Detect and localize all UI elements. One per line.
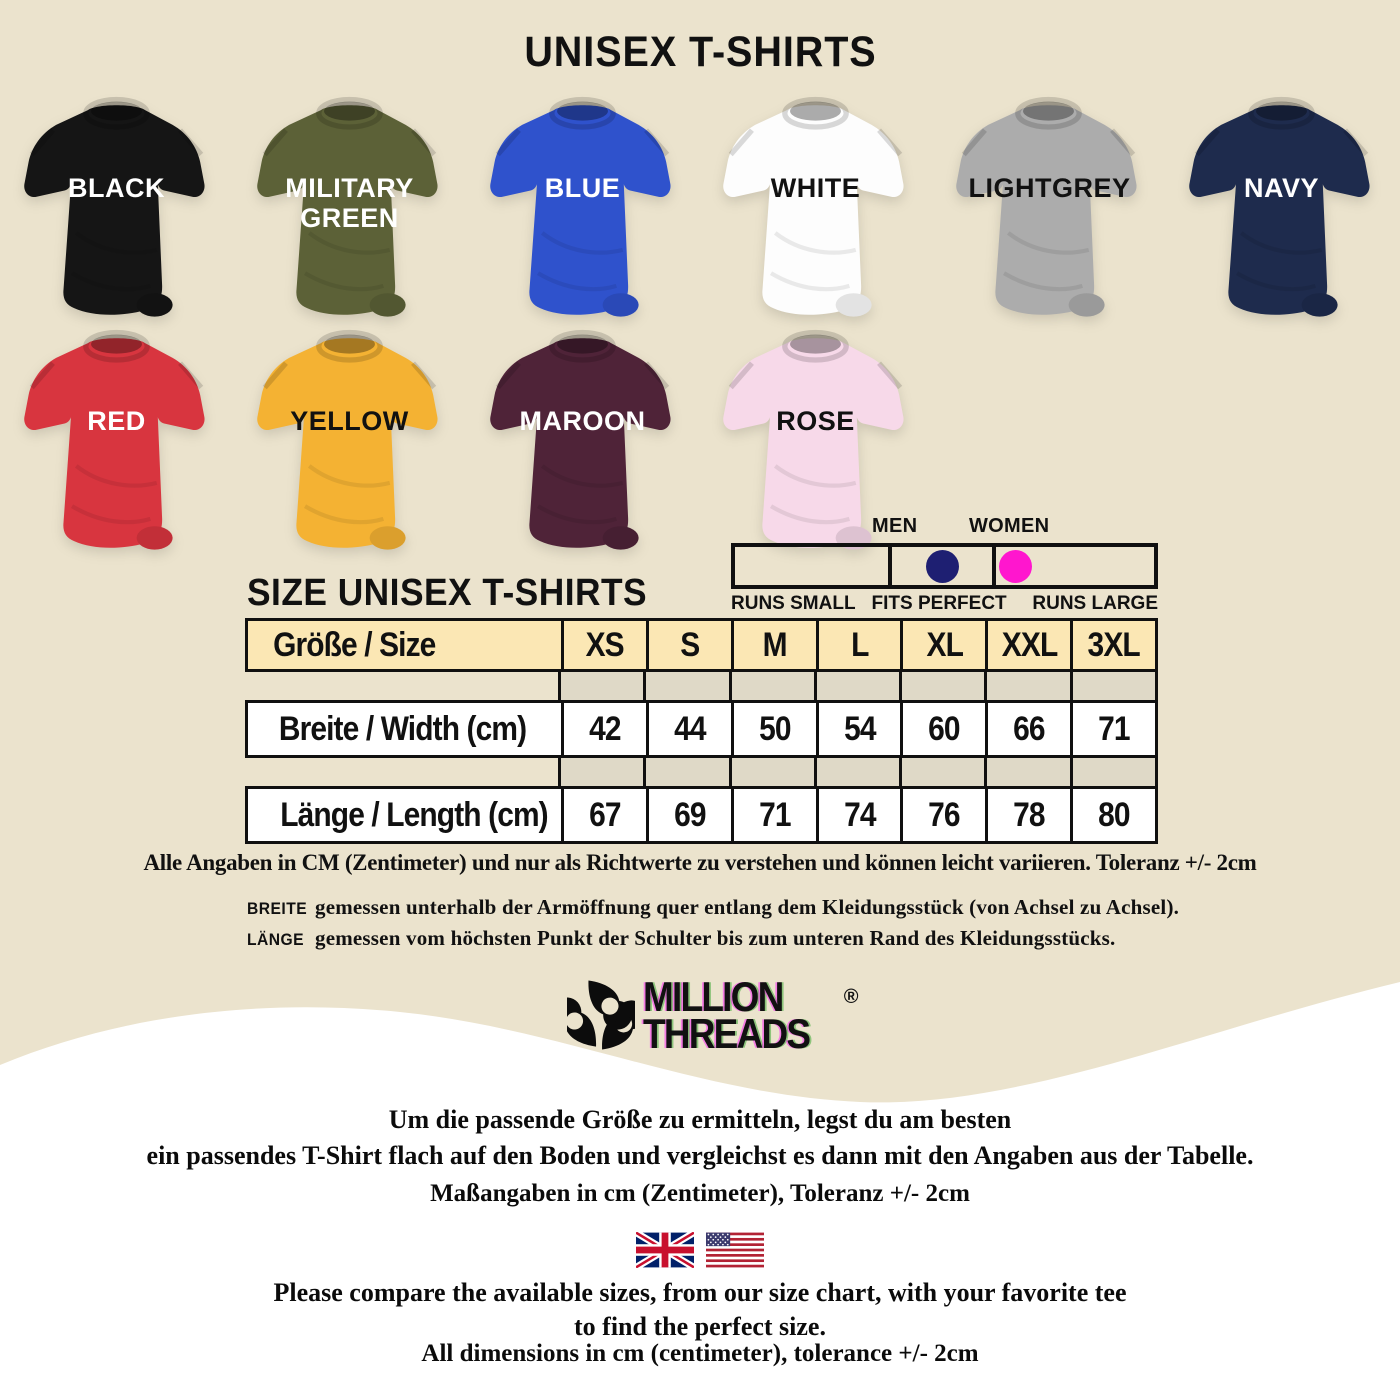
registered-trademark: ® xyxy=(843,986,859,1008)
tshirt-color-label: WHITE xyxy=(770,173,861,203)
width-value-cell: 50 xyxy=(731,703,816,755)
length-value-cell: 67 xyxy=(561,789,646,841)
tolerance-note: Alle Angaben in CM (Zentimeter) und nur als Richtwerte zu verstehen und können leicht variieren. Toleranz +/- 2cm xyxy=(143,850,1257,875)
tshirt-lightgrey xyxy=(932,95,1165,330)
laenge-text: gemessen vom höchsten Punkt der Schulter bis zum unteren Rand des Kleidungsstücks. xyxy=(315,926,1116,950)
tshirt-color-label: MAROON xyxy=(519,406,646,436)
tshirt-color-label: LIGHTGREY xyxy=(968,173,1131,203)
spacer-cell xyxy=(814,758,899,786)
size-header-cell: XS xyxy=(561,621,646,669)
fit-indicator xyxy=(731,515,1158,615)
width-value-cell: 42 xyxy=(561,703,646,755)
footer-en-tolerance: All dimensions in cm (centimeter), tolerance +/- 2cm xyxy=(421,1340,979,1367)
tshirt-color-label: BLUE xyxy=(544,173,621,203)
length-value-cell: 74 xyxy=(816,789,901,841)
size-header-cell: S xyxy=(646,621,731,669)
tshirt-blue xyxy=(466,95,699,330)
footer-en-instructions: Please compare the available sizes, from our size chart, with your favorite tee to find the perfect size. xyxy=(273,1278,1127,1341)
size-chart-heading: SIZE UNISEX T-SHIRTS xyxy=(247,572,648,614)
laenge-definition xyxy=(247,926,1247,951)
shirt-row-1 xyxy=(0,95,1398,330)
length-value-cell: 80 xyxy=(1070,789,1155,841)
width-row xyxy=(245,700,1158,758)
size-header-cell: XXL xyxy=(985,621,1070,669)
length-value-cell: 69 xyxy=(646,789,731,841)
tshirt-color-label: YELLOW xyxy=(290,406,409,436)
spacer-cell xyxy=(984,758,1069,786)
tshirt-navy xyxy=(1165,95,1398,330)
runs-large-label: RUNS LARGE xyxy=(1032,593,1158,614)
tshirt-color-label: NAVY xyxy=(1243,173,1319,203)
tshirt-yellow xyxy=(233,328,466,563)
footer-de-instructions: Um die passende Größe zu ermitteln, legst du am besten ein passendes T-Shirt flach auf den Boden und vergleichst es dann mit den Angaben aus der Tabelle. xyxy=(146,1105,1254,1170)
length-value-cell: 71 xyxy=(731,789,816,841)
width-value-cell: 44 xyxy=(646,703,731,755)
width-value-cell: 66 xyxy=(985,703,1070,755)
men-label: MEN xyxy=(872,515,918,537)
size-table-spacer-row-1 xyxy=(245,672,1158,700)
length-row xyxy=(245,786,1158,844)
fits-perfect-label: FITS PERFECT xyxy=(871,593,1007,614)
us-flag-icon xyxy=(706,1232,764,1273)
spacer-cell xyxy=(643,758,728,786)
size-table-header-row xyxy=(245,618,1158,672)
size-header-cell: XL xyxy=(900,621,985,669)
spacer-cell xyxy=(729,758,814,786)
women-label: WOMEN xyxy=(969,515,1050,537)
flags xyxy=(0,1232,1400,1273)
width-row-label-cell: Breite / Width (cm) xyxy=(278,709,527,748)
fit-cell-runs-small xyxy=(735,547,888,585)
tshirt-color-label: MILITARY GREEN xyxy=(285,173,414,233)
uk-flag-icon xyxy=(636,1232,694,1273)
size-table-spacer-row-2 xyxy=(245,758,1158,786)
spacer-cell xyxy=(558,672,643,700)
fit-cell-fits-perfect xyxy=(888,547,996,585)
tshirt-black xyxy=(0,95,233,330)
size-header-cell: M xyxy=(731,621,816,669)
tshirt-red xyxy=(0,328,233,563)
length-value-cell: 76 xyxy=(900,789,985,841)
spacer-cell xyxy=(814,672,899,700)
spacer-cell xyxy=(899,758,984,786)
spacer-cell xyxy=(1070,758,1158,786)
width-value-cell: 60 xyxy=(900,703,985,755)
brand-name: MILLION THREADS xyxy=(643,972,810,1057)
page-title: UNISEX T-SHIRTS xyxy=(523,28,877,76)
tshirt-maroon xyxy=(466,328,699,563)
breite-label: BREITE xyxy=(247,899,308,918)
size-table xyxy=(245,618,1158,844)
tshirt-military-green xyxy=(233,95,466,330)
runs-small-label: RUNS SMALL xyxy=(731,593,856,614)
spacer-cell xyxy=(558,758,643,786)
spacer-cell xyxy=(643,672,728,700)
size-header-cell: 3XL xyxy=(1070,621,1155,669)
tshirt-color-label: ROSE xyxy=(776,406,855,436)
length-value-cell: 78 xyxy=(985,789,1070,841)
spacer-cell xyxy=(729,672,814,700)
width-value-cell: 54 xyxy=(816,703,901,755)
spacer-cell xyxy=(1070,672,1158,700)
footer-de-tolerance: Maßangaben in cm (Zentimeter), Toleranz +/- 2cm xyxy=(430,1180,970,1207)
tshirt-color-label: BLACK xyxy=(68,173,165,203)
length-row-label-cell: Länge / Length (cm) xyxy=(280,795,548,834)
breite-definition xyxy=(247,895,1247,920)
spacer-cell xyxy=(899,672,984,700)
breite-text: gemessen unterhalb der Armöffnung quer entlang dem Kleidungsstück (von Achsel zu Achsel). xyxy=(315,895,1180,919)
laenge-label: LÄNGE xyxy=(247,930,305,949)
men-dot xyxy=(926,550,959,583)
tshirt-white xyxy=(699,95,932,330)
tshirt-color-label: RED xyxy=(87,406,146,436)
fit-scale-bar xyxy=(731,543,1158,589)
women-dot xyxy=(999,550,1032,583)
size-header-cell: L xyxy=(816,621,901,669)
spacer-cell xyxy=(984,672,1069,700)
size-header-label-cell: Größe / Size xyxy=(273,625,436,664)
fit-cell-runs-large xyxy=(996,547,1154,585)
width-value-cell: 71 xyxy=(1070,703,1155,755)
